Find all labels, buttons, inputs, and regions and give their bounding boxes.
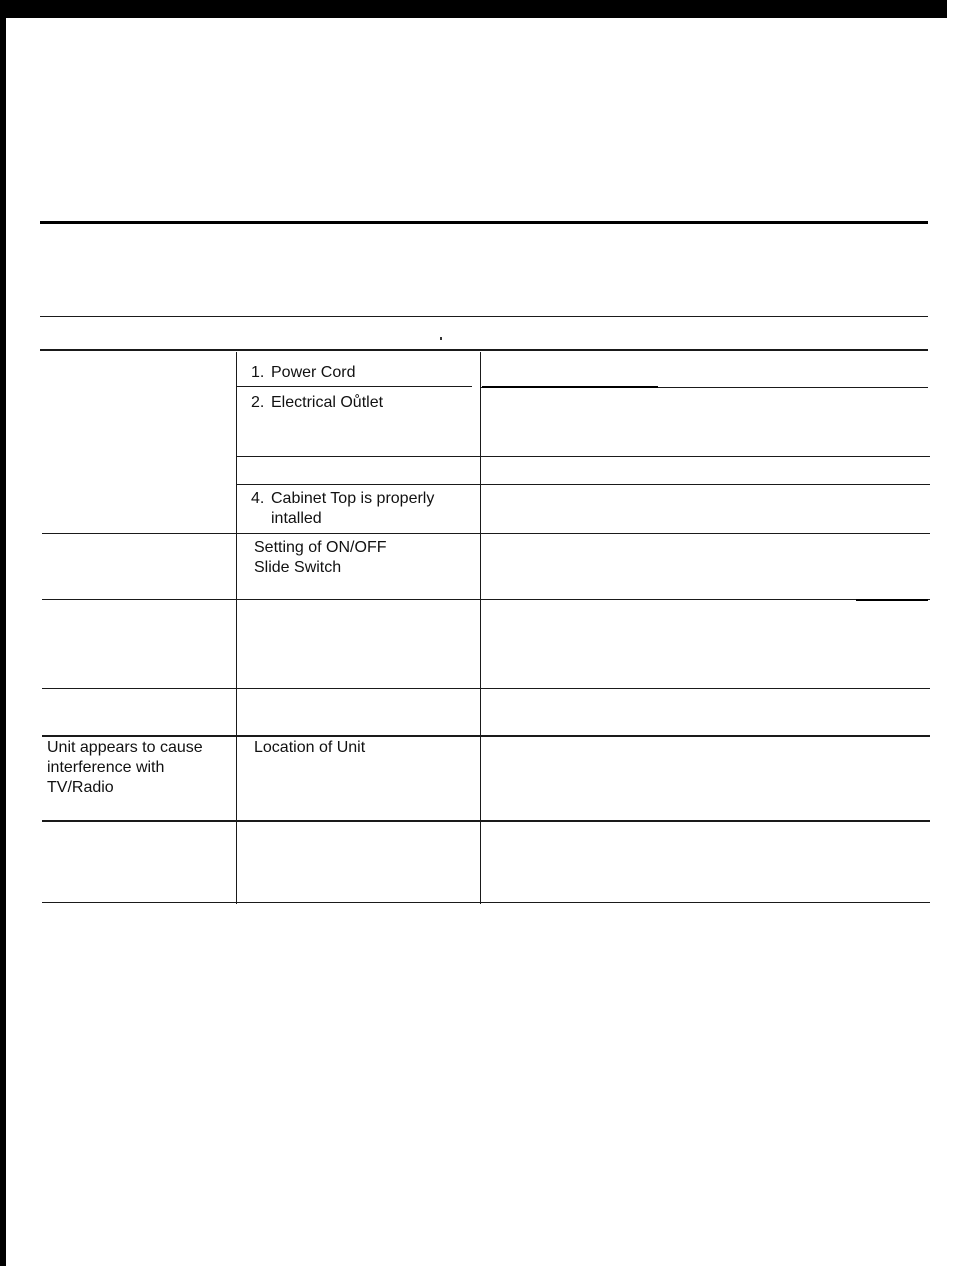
check-cabinet-top [251, 489, 434, 529]
problem-interference [47, 738, 203, 798]
check-label: Cabinet Top is properly [271, 490, 435, 507]
problem-line2: interference with [47, 759, 165, 776]
row-rule-2 [42, 599, 930, 600]
check-line1: Location of Unit [254, 739, 366, 756]
check-on-off-switch [254, 538, 386, 578]
check-number: 4. [251, 490, 265, 507]
row-rule-6 [42, 902, 930, 903]
row-rule-3 [42, 688, 930, 689]
check-line2: Slide Switch [254, 559, 342, 576]
subrow-rule-1 [236, 386, 472, 387]
check-label: Electrical Oůtlet [271, 394, 384, 411]
check-number: 2. [251, 394, 265, 411]
row-rule-4 [42, 735, 930, 737]
subrow-rule-2 [236, 456, 930, 457]
subrow-rule-3 [236, 484, 930, 485]
check-electrical-outlet [251, 393, 383, 413]
problem-line3: TV/Radio [47, 779, 114, 796]
partial-underline [482, 386, 658, 388]
check-location-of-unit [254, 738, 365, 758]
check-label-line2: intalled [271, 510, 322, 527]
check-line1: Setting of ON/OFF [254, 539, 387, 556]
partial-rule-right [856, 599, 928, 601]
row-rule-5 [42, 820, 930, 822]
check-power-cord [251, 363, 355, 383]
row-rule-1 [42, 533, 930, 534]
check-number: 1. [251, 364, 265, 381]
check-label: Power Cord [271, 364, 356, 381]
problem-line1: Unit appears to cause [47, 739, 203, 756]
